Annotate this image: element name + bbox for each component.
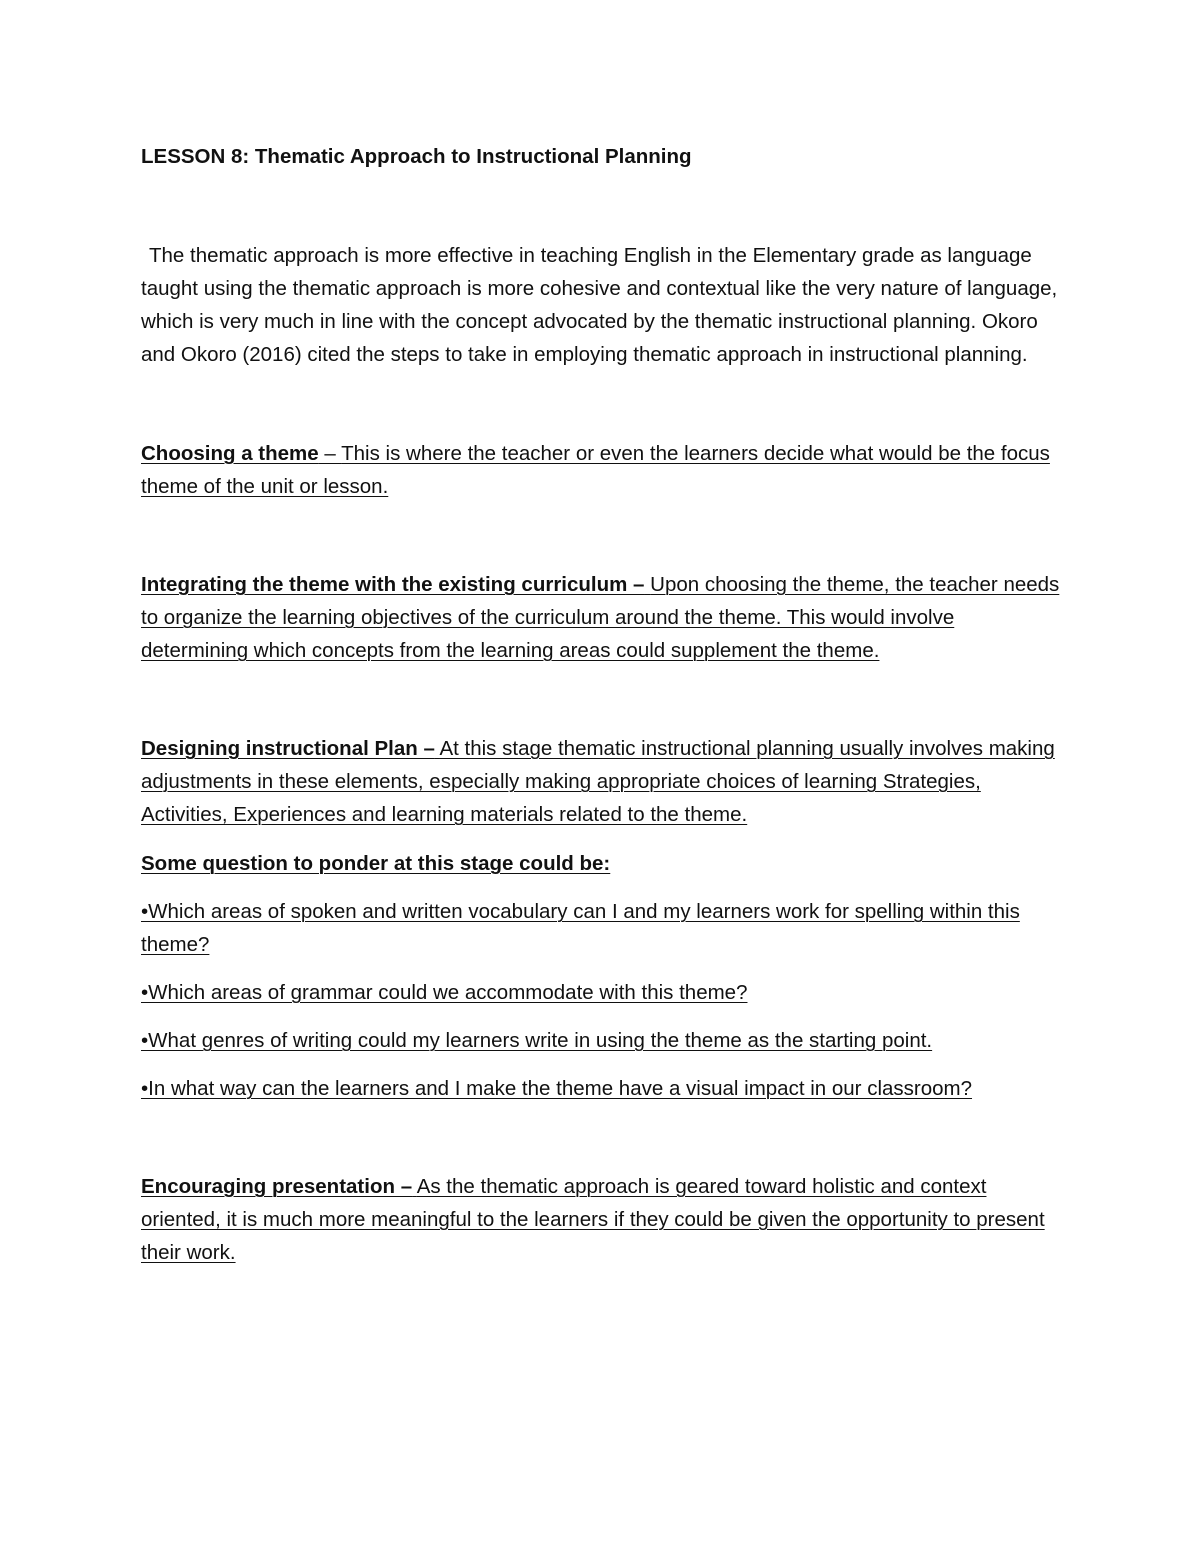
question-item: •What genres of writing could my learners write in using the theme as the starting point. [141,1029,933,1052]
question-item: •Which areas of grammar could we accommodate with this theme? [141,981,748,1004]
step-heading: Choosing a theme [141,442,319,465]
step-text: Upon choosing the theme, the teacher needs to organize the learning objectives of the curriculum around the theme. This would involve determining which concepts from the learning areas could supplement the theme. [141,573,1060,662]
step-encouraging-presentation [141,1170,1066,1269]
step-text: As the thematic approach is geared toward holistic and context oriented, it is much more meaningful to the learners if they could be given the opportunity to present their work. [141,1175,1045,1264]
step-text: At this stage thematic instructional planning usually involves making adjustments in these elements, especially making appropriate choices of learning Strategies, Activities, Experiences and learning materials related to the theme. [141,737,1055,826]
step-text: This is where the teacher or even the learners decide what would be the focus theme of the unit or lesson. [141,442,1050,498]
step-choosing-theme [141,437,1066,503]
ponder-heading: Some question to ponder at this stage could be: [141,852,611,875]
step-separator: – [318,442,342,465]
step-heading: Integrating the theme with the existing curriculum – [141,573,645,596]
step-designing-plan [141,732,1066,831]
question-item: •In what way can the learners and I make the theme have a visual impact in our classroom? [141,1077,973,1100]
question-item: •Which areas of spoken and written vocabulary can I and my learners work for spelling within this theme? [141,900,1020,956]
step-heading: Encouraging presentation – [141,1175,413,1198]
step-integrating-theme [141,568,1066,667]
lesson-title: LESSON 8: Thematic Approach to Instructional Planning [141,145,692,168]
document-body [141,140,1066,1269]
step-heading: Designing instructional Plan – [141,737,435,760]
intro-paragraph: The thematic approach is more effective in teaching English in the Elementary grade as language taught using the thematic approach is more cohesive and contextual like the very nature of language, which is very much in line with the concept advocated by the thematic instructional planning. Okoro and Okoro (2016) cited the steps to take in employing thematic approach in instructional planning. [141,244,1058,366]
